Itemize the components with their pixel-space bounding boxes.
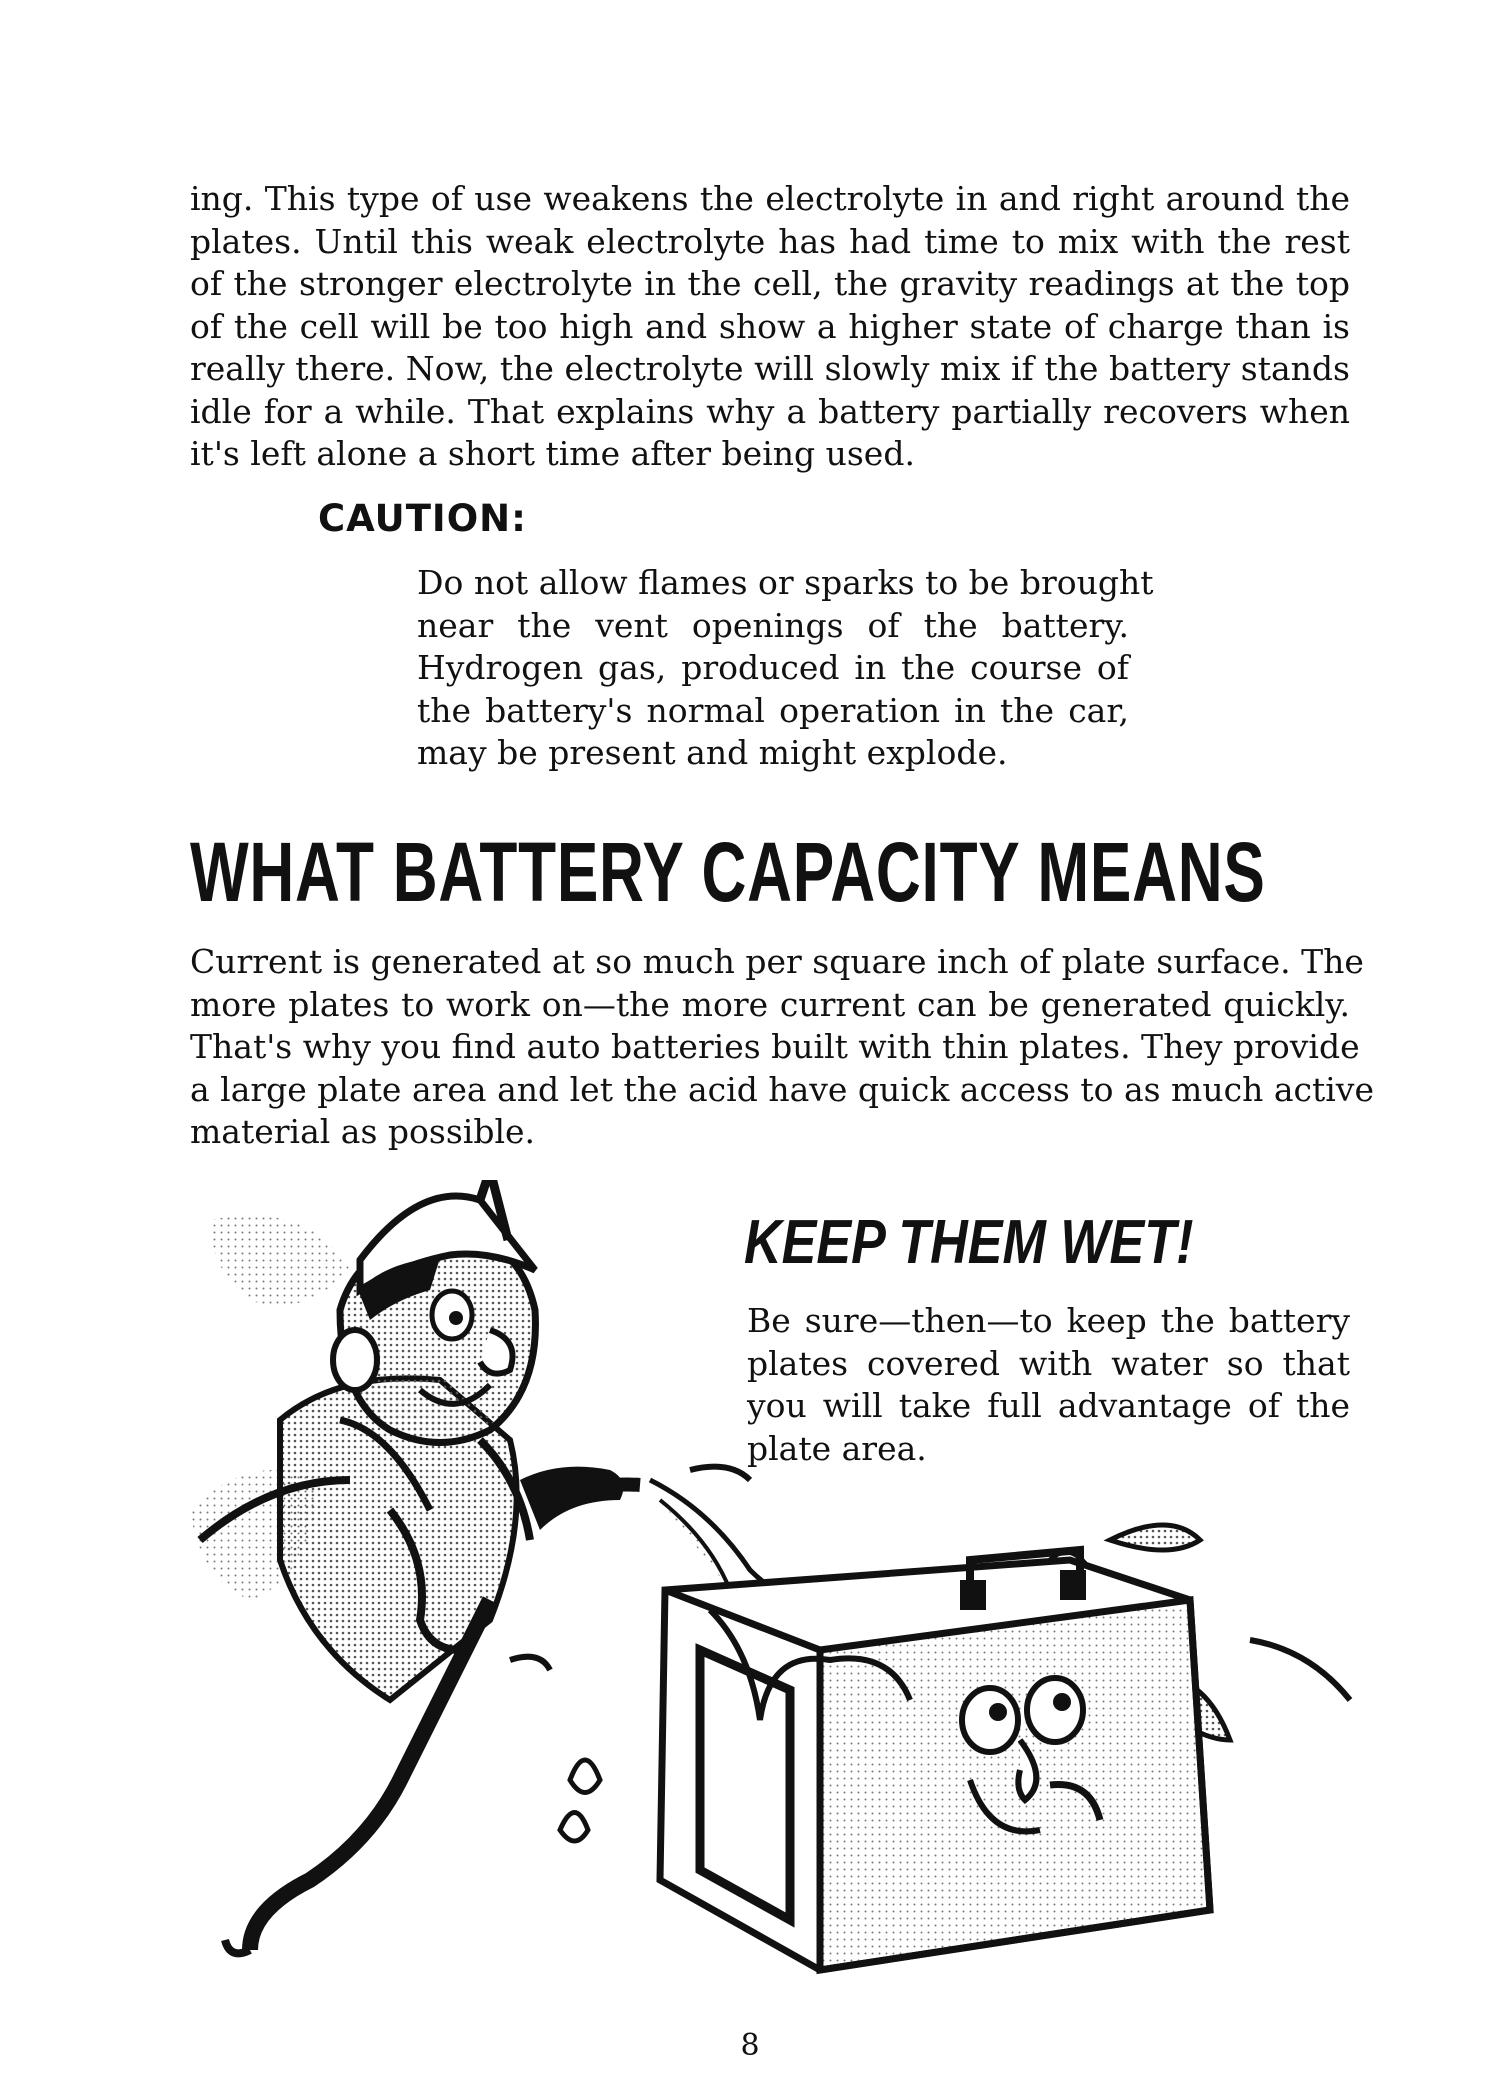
text-line: Current is generated at so much per square inch of plate surface. The: [190, 942, 1364, 981]
keep-them-wet-title: KEEP THEM WET!: [744, 1208, 1194, 1277]
caution-heading: CAUTION:: [318, 497, 527, 540]
text-line: Do not allow flames or sparks to be brought: [417, 563, 1154, 602]
text-line: ing. This type of use weakens the electrolyte in and right around the: [190, 179, 1350, 218]
text-line: it's left alone a short time after being used.: [190, 434, 915, 473]
text-line: plates covered with water so that: [747, 1343, 1350, 1383]
text-line: That's why you find auto batteries built with thin plates. They provide: [190, 1027, 1360, 1066]
section-title: WHAT BATTERY CAPACITY MEANS: [190, 825, 1266, 919]
text-line: Be sure—then—to keep the battery: [747, 1301, 1350, 1340]
text-line: plate area.: [747, 1428, 927, 1468]
text-line: near the vent openings of the battery.: [417, 605, 1129, 645]
text-line: of the stronger electrolyte in the cell, the gravity readings at the top: [190, 264, 1350, 303]
section-paragraph: [190, 941, 1374, 1154]
text-line: plates. Until this weak electrolyte has had time to mix with the rest: [190, 221, 1350, 261]
intro-paragraph: [190, 178, 1350, 476]
caution-paragraph: [417, 562, 1154, 775]
text-line: material as possible.: [190, 1112, 536, 1151]
text-line: idle for a while. That explains why a battery partially recovers when: [190, 391, 1350, 431]
text-line: Hydrogen gas, produced in the course of: [417, 648, 1129, 687]
text-line: more plates to work on—the more current can be generated quickly.: [190, 984, 1350, 1024]
page-number: 8: [740, 2028, 760, 2063]
text-line: the battery's normal operation in the car,: [417, 690, 1129, 730]
text-line: may be present and might explode.: [417, 733, 1008, 772]
keep-them-wet-paragraph: [747, 1300, 1350, 1470]
text-line: you will take full advantage of the: [747, 1386, 1350, 1425]
text-line: of the cell will be too high and show a higher state of charge than is: [190, 306, 1350, 346]
text-line: a large plate area and let the acid have quick access to as much active: [190, 1069, 1374, 1109]
text-line: really there. Now, the electrolyte will slowly mix if the battery stands: [190, 349, 1350, 388]
